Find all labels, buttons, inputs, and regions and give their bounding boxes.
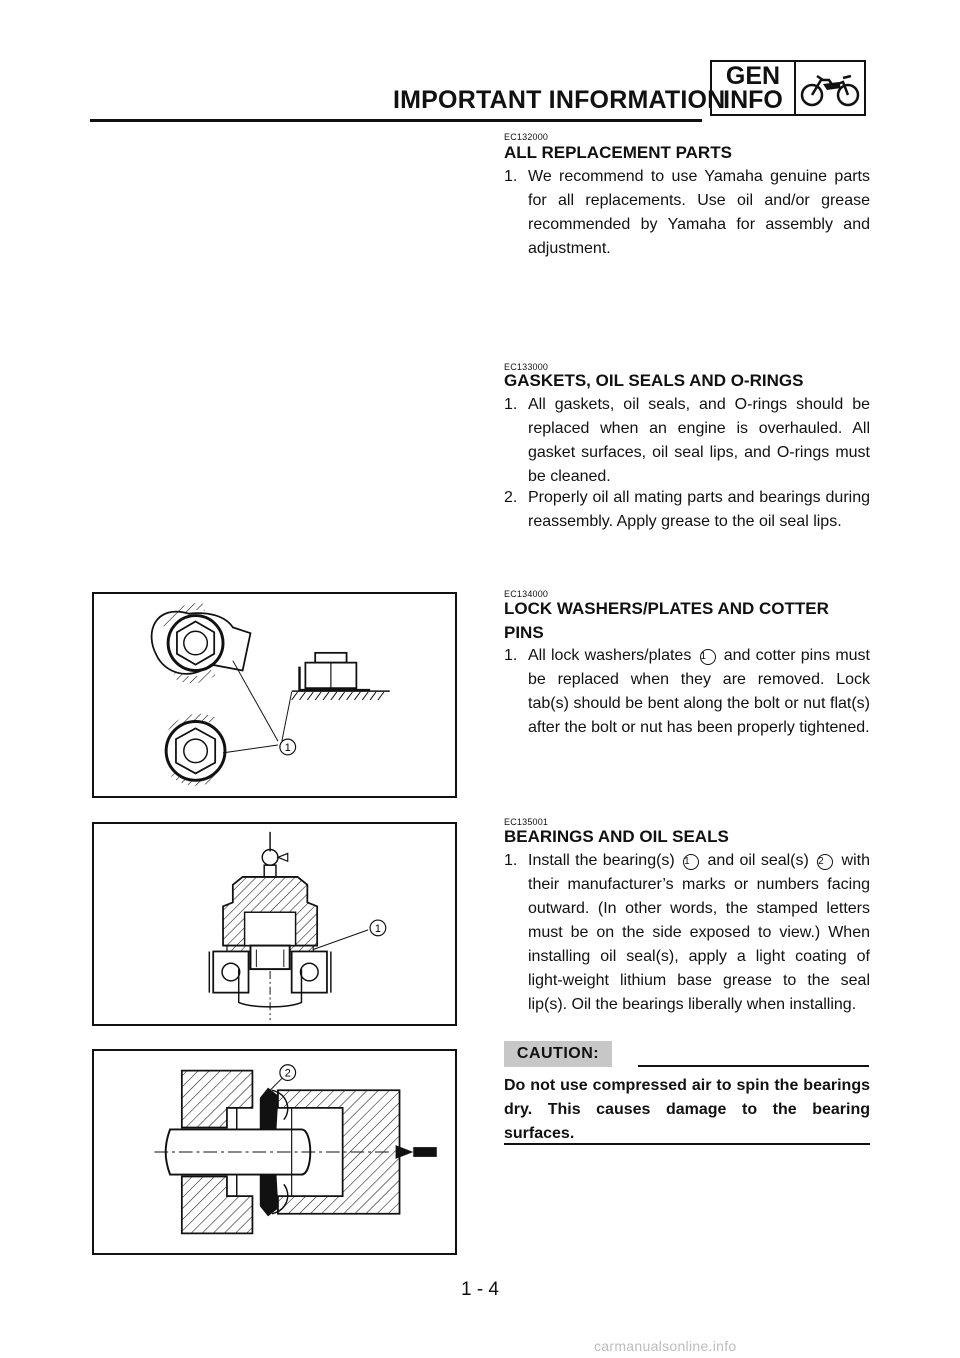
gen-info-badge <box>710 60 866 116</box>
item-text-part: and oil seal(s) <box>707 852 809 869</box>
list-item <box>504 393 870 489</box>
section-heading: BEARINGS AND OIL SEALS <box>504 827 729 846</box>
list-item <box>504 486 870 534</box>
caution-label: CAUTION: <box>504 1041 612 1067</box>
item-number: 1. <box>504 647 518 664</box>
item-number: 2. <box>504 489 518 506</box>
page-number: 1 - 4 <box>460 1279 500 1300</box>
item-number: 1. <box>504 396 518 413</box>
item-number: 1. <box>504 168 518 185</box>
list-item <box>504 644 870 740</box>
section-code: EC134000 <box>504 589 549 599</box>
callout-marker-1: 1 <box>683 854 699 870</box>
item-text <box>528 849 870 1017</box>
caution-bottom-rule <box>504 1143 870 1145</box>
caution-rule <box>638 1065 869 1067</box>
figure-callout-1: 1 <box>284 741 291 754</box>
list-item <box>504 165 870 261</box>
item-text-part: with their manufacturer’s marks or numbers facing outward. (In other words, the stamped letters must be on the side exposed to view.) When installing oil seal(s), apply a light coating of light-weight lithium base grease to the seal lip(s). Oil the bearings liberally when installing. <box>528 852 870 1013</box>
figure-callout-1: 1 <box>374 922 381 935</box>
item-text-part: Install the bearing(s) <box>528 852 675 869</box>
lock-washer-figure <box>92 592 457 798</box>
watermark: carmanualsonline.info <box>594 1338 737 1354</box>
section-heading: LOCK WASHERS/PLATES AND COTTER PINS <box>504 599 829 642</box>
motorcycle-icon <box>796 62 864 114</box>
item-text-part: and cotter pins must be replaced when they are removed. Lock tab(s) should be bent along the bolt or nut flat(s) after the bolt or nut has been properly tightened. <box>528 647 870 736</box>
section-code: EC133000 <box>504 362 549 372</box>
section-heading: GASKETS, OIL SEALS AND O-RINGS <box>504 371 804 390</box>
section-code: EC135001 <box>504 817 549 827</box>
header-rule <box>90 119 702 122</box>
item-text: We recommend to use Yamaha genuine parts for all replacements. Use oil and/or grease recommended by Yamaha for assembly and adjustment. <box>528 168 870 257</box>
page-title: IMPORTANT INFORMATION <box>393 86 726 114</box>
callout-marker-1: 1 <box>700 649 716 665</box>
section-code: EC132000 <box>504 132 549 142</box>
bearing-figure <box>92 822 457 1026</box>
callout-marker-2: 2 <box>817 854 833 870</box>
section-heading: ALL REPLACEMENT PARTS <box>504 143 732 162</box>
list-item <box>504 849 870 1017</box>
badge-line-1: GEN <box>725 62 781 90</box>
gen-info-text <box>712 62 796 114</box>
figure-callout-2: 2 <box>284 1067 291 1080</box>
oil-seal-figure <box>92 1049 457 1255</box>
item-text: Properly oil all mating parts and bearings during reassembly. Apply grease to the oil seal lips. <box>528 489 870 530</box>
item-text: All gaskets, oil seals, and O-rings should be replaced when an engine is overhauled. All gasket surfaces, oil seal lips, and O-rings must be cleaned. <box>528 396 870 485</box>
badge-line-2: INFO <box>723 86 783 114</box>
item-number: 1. <box>504 852 518 869</box>
caution-text: Do not use compressed air to spin the bearings dry. This causes damage to the bearing surfaces. <box>504 1077 870 1142</box>
item-text <box>528 644 870 740</box>
item-text-part: All lock washers/plates <box>528 647 692 664</box>
